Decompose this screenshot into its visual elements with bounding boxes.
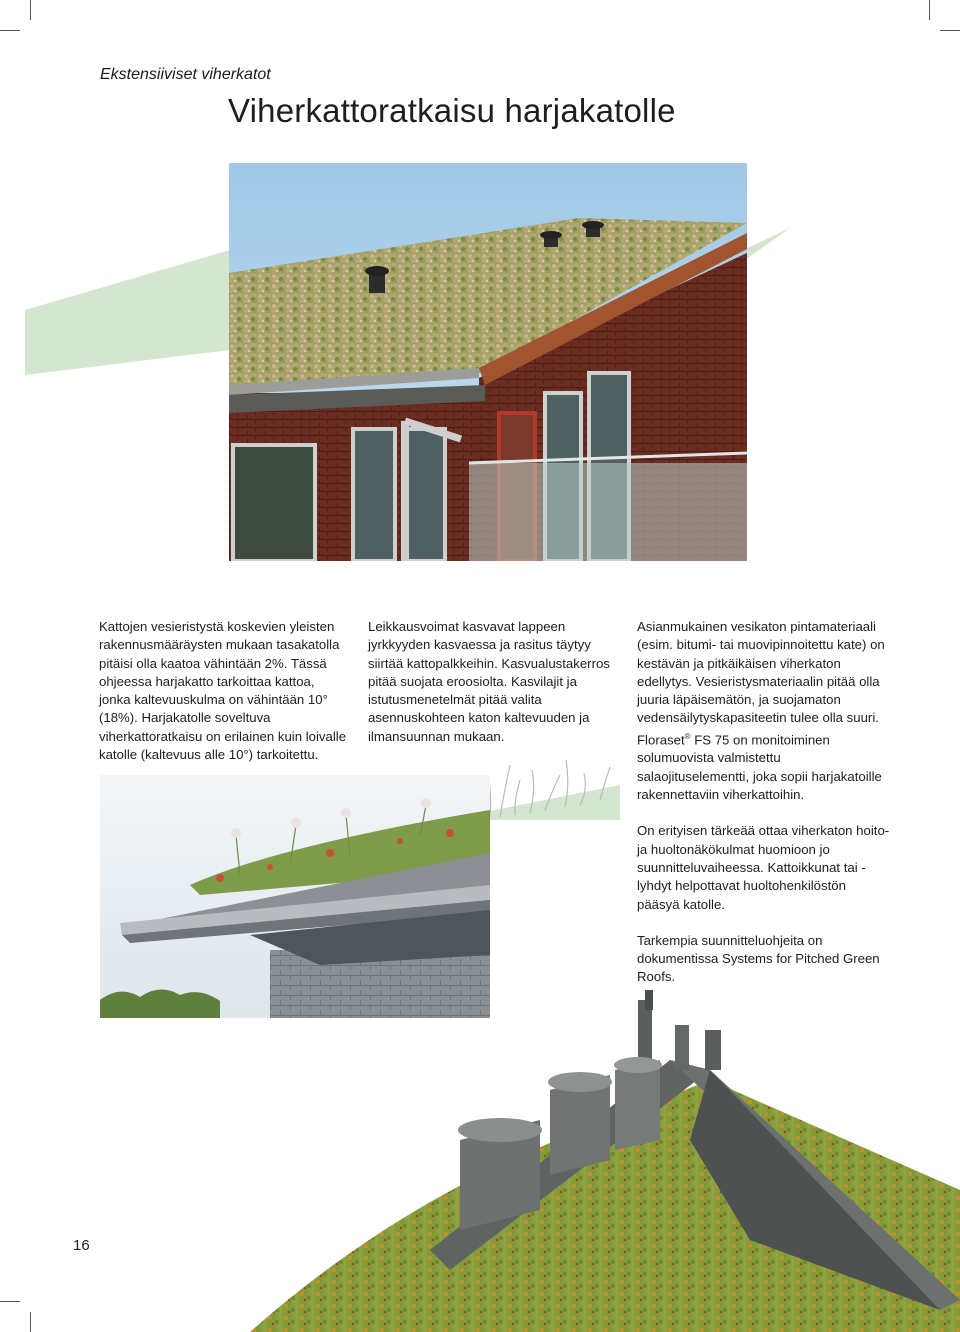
crop-mark-top-left-h bbox=[0, 30, 20, 31]
crop-mark-bottom-left-v bbox=[30, 1312, 31, 1332]
page-number: 16 bbox=[73, 1237, 90, 1254]
page-title: Viherkattoratkaisu harjakatolle bbox=[228, 92, 676, 129]
crop-mark-top-right-v bbox=[929, 0, 930, 20]
materials-text-end: FS 75 on monitoiminen solumuovista valmistettu salaojituselementti, joka sopii harjakatoille rakennettaviin viherkattoihin. bbox=[637, 732, 882, 803]
paragraph-materials bbox=[637, 618, 892, 804]
paragraph-intro: Kattojen vesieristystä koskevien yleisten rakennusmääräysten mukaan tasakatolla pitäisi olla kaatoa vähintään 2%. Tässä ohjeessa harjakatto tarkoittaa kattoa, jonka kaltevuuskulma on vähintään 10° (18%). Harjakatolle soveltuva viherkattoratkaisu on erilainen kuin loivalle katolle (kaltevuus alle 10°) tarkoitettu. bbox=[99, 619, 347, 763]
paragraph-maintenance: On erityisen tärkeää ottaa viherkaton hoito- ja huoltonäkökulmat huomioon jo suunnitteluvaiheessa. Kattoikkunat tai -lyhdyt helpottavat huoltohenkilöstön pääsyä katolle. bbox=[637, 823, 890, 912]
text-column-2 bbox=[368, 618, 623, 746]
paragraph-forces: Leikkausvoimat kasvavat lappeen jyrkkyyden kasvaessa ja rasitus täytyy siirtää kattopalkkeihin. Kasvualustakerros pitää suojata eroosiolta. Kasvilajit ja istutusmenetelmät pitää valita asennuskohteen katon kaltevuuden ja ilmansuunnan mukaan. bbox=[368, 619, 610, 744]
paragraph-reference: Tarkempia suunnitteluohjeita on dokumentissa Systems for Pitched Green Roofs. bbox=[637, 932, 880, 985]
crop-mark-top-right-h bbox=[940, 30, 960, 31]
crop-mark-top-left-v bbox=[30, 0, 31, 20]
registered-mark: ® bbox=[684, 731, 691, 741]
section-label: Ekstensiiviset viherkatot bbox=[100, 66, 271, 83]
text-column-3 bbox=[637, 618, 892, 987]
gutter-detail-photo bbox=[100, 775, 490, 1018]
green-roof-house-photo bbox=[229, 163, 747, 561]
grass-sketch-decoration bbox=[470, 745, 620, 820]
materials-text-start: Asianmukainen vesikaton pintamateriaali (esim. bitumi- tai muovipinnoitettu kate) on kestävän ja pitkäikäisen viherkaton edellytys. Vesieristysmateriaalin pitää olla juuria läpäisemätön, ja suojamaton vedensäilytyskapasiteetin tulee olla suuri. Floraset bbox=[637, 619, 885, 748]
crop-mark-bottom-left-h bbox=[0, 1301, 20, 1302]
roof-ridge-photo bbox=[250, 990, 960, 1332]
text-column-1 bbox=[99, 618, 349, 764]
